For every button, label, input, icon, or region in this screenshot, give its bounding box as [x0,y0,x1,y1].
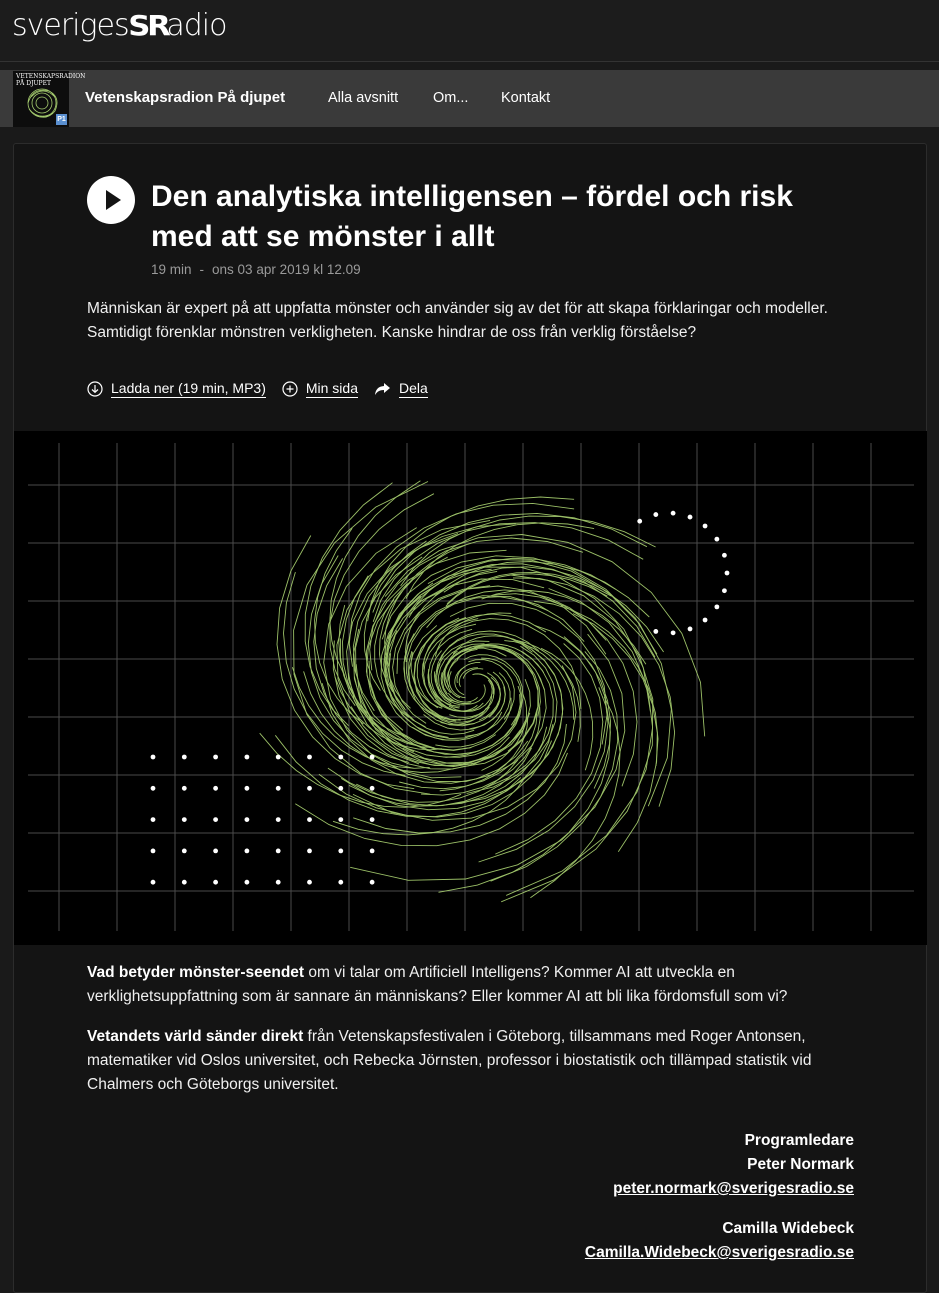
share-icon [374,382,391,396]
grid-lines [28,443,914,931]
thumb-title-line2: PÅ DJUPET [16,80,51,87]
download-icon [87,381,103,397]
swirl-strands [260,481,705,902]
body-paragraph-2-text: från Vetenskapsfestivalen i Göteborg, tillsammans med Roger Antonsen, matematiker vid Oslos universitet, och Rebecka Jörnsten, professor i biostatistik och tillämpad statistik vid Chalmers och Göteborgs universitet. [87,1028,812,1093]
nav-about[interactable]: Om... [433,90,469,106]
episode-lead: Människan är expert på att uppfatta mönster och använder sig av det för att skapa förklaringar och modeller. Samtidigt förenklar mönstren verkligheten. Kanske hindrar de oss från verklig förståelse? [87,300,828,341]
episode-date: ons 03 apr 2019 kl 12.09 [212,262,361,277]
plus-circle-icon [282,381,298,397]
logo-mark: SR [127,9,168,42]
site-header [0,0,939,62]
body-paragraph-2-bold: Vetandets värld sänder direkt [87,1028,304,1045]
add-to-my-page-button[interactable] [282,380,358,398]
p1-badge: P1 [57,116,66,123]
share-button[interactable] [374,380,428,398]
meta-separator: - [199,262,205,277]
episode-title: Den analytiska intelligensen – fördel och risk med att se mönster i allt [151,180,793,253]
program-name-link[interactable]: Vetenskapsradion På djupet [85,89,286,106]
body-paragraph-2 [87,1025,867,1097]
program-bar [0,70,939,127]
program-thumbnail[interactable] [13,71,86,127]
host-contact-1 [613,1129,854,1201]
body-paragraph-1-text: om vi talar om Artificiell Intelligens? Kommer AI att utveckla en verklighetsuppfattning som är sannare än människans? Eller kommer AI att bli lika fördomsfull som vi? [87,964,788,1005]
logo-text-left: sveriges [12,8,129,43]
pattern-swirl-illustration [14,431,927,945]
play-button[interactable] [87,176,135,224]
sveriges-radio-logo[interactable] [12,8,226,43]
thumb-title-line1: VETENSKAPSRADION [16,73,86,80]
logo-text-right: adio [166,8,227,43]
program-thumbnail-title [16,73,85,87]
download-button[interactable] [87,380,266,398]
episode-meta [151,262,361,277]
download-label: Ladda ner (19 min, MP3) [111,380,266,396]
host-contact-2 [585,1217,854,1265]
episode-duration: 19 min [151,262,192,277]
body-paragraph-1 [87,961,867,1009]
episode-image [14,431,927,945]
host-role: Programledare [744,1132,854,1149]
episode-actions [87,379,444,399]
nav-all-episodes[interactable]: Alla avsnitt [328,90,399,106]
dot-arc [637,511,729,635]
host1-name: Peter Normark [747,1156,854,1173]
body-paragraph-1-bold: Vad betyder mönster-seendet [87,964,305,981]
share-label: Dela [399,380,428,396]
host1-email-link[interactable]: peter.normark@sverigesradio.se [613,1180,854,1197]
host2-email-link[interactable]: Camilla.Widebeck@sverigesradio.se [584,1244,854,1261]
nav-contact[interactable]: Kontakt [501,90,551,106]
host2-name: Camilla Widebeck [722,1220,854,1237]
dot-matrix [151,755,375,885]
my-page-label: Min sida [305,380,358,396]
